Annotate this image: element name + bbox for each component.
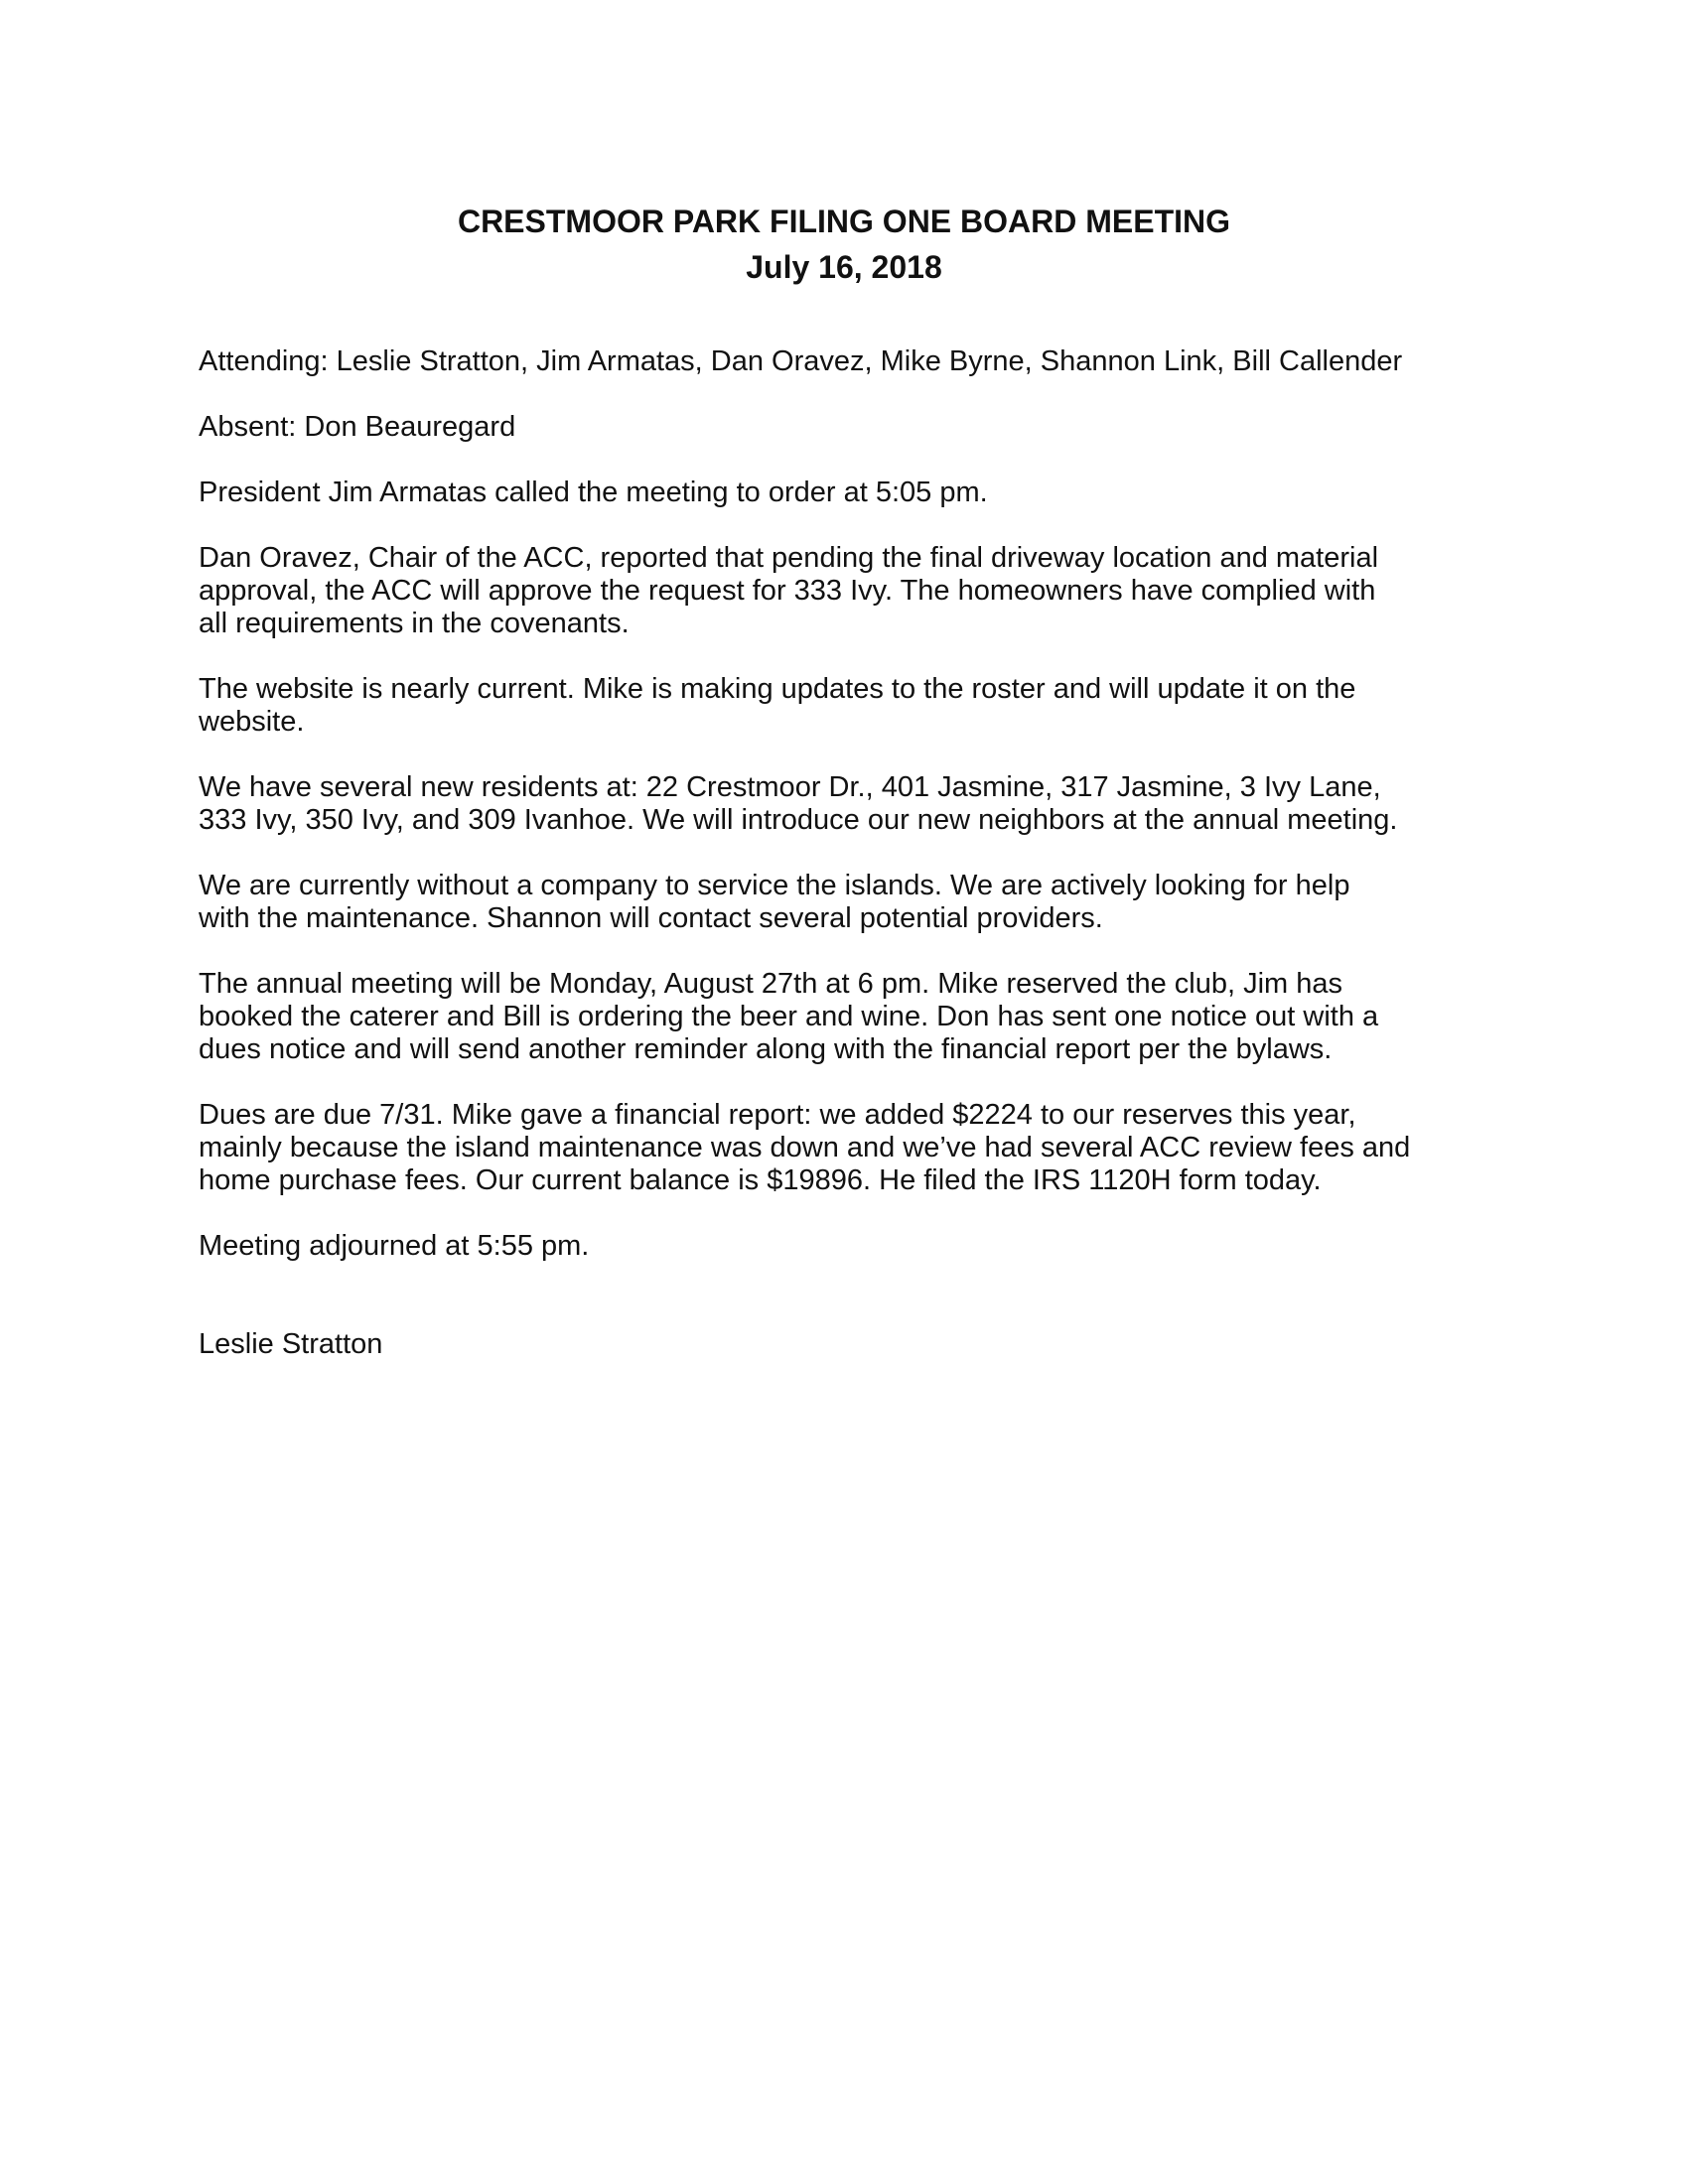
annual-meeting-paragraph: [199, 968, 1489, 1066]
absent-paragraph: Absent: Don Beauregard: [199, 411, 516, 443]
text-line: with the maintenance. Shannon will contact several potential providers.: [199, 902, 1103, 934]
text-line: mainly because the island maintenance was down and we’ve had several ACC review fees and: [199, 1132, 1411, 1163]
text-line: booked the caterer and Bill is ordering the beer and wine. Don has sent one notice out with a: [199, 1001, 1379, 1032]
document-header: [0, 199, 1688, 290]
document-title: CRESTMOOR PARK FILING ONE BOARD MEETING: [457, 204, 1231, 239]
islands-paragraph: [199, 870, 1489, 935]
meeting-date: July 16, 2018: [746, 249, 942, 285]
text-line: 333 Ivy, 350 Ivy, and 309 Ivanhoe. We will introduce our new neighbors at the annual meeting.: [199, 804, 1398, 836]
acc-report-paragraph: [199, 542, 1489, 640]
text-line: all requirements in the covenants.: [199, 608, 630, 639]
text-line: home purchase fees. Our current balance is $19896. He filed the IRS 1120H form today.: [199, 1164, 1322, 1196]
text-line: dues notice and will send another reminder along with the financial report per the bylaws.: [199, 1033, 1333, 1065]
call-to-order-paragraph: President Jim Armatas called the meeting to order at 5:05 pm.: [199, 477, 988, 508]
dues-paragraph: [199, 1099, 1489, 1197]
adjourned-paragraph: Meeting adjourned at 5:55 pm.: [199, 1230, 590, 1262]
text-line: website.: [199, 706, 305, 738]
text-line: Dan Oravez, Chair of the ACC, reported that pending the final driveway location and material: [199, 542, 1379, 574]
text-line: The annual meeting will be Monday, August 27th at 6 pm. Mike reserved the club, Jim has: [199, 968, 1343, 1000]
attending-paragraph: Attending: Leslie Stratton, Jim Armatas, Dan Oravez, Mike Byrne, Shannon Link, Bill Callender: [199, 345, 1403, 377]
text-line: We have several new residents at: 22 Crestmoor Dr., 401 Jasmine, 317 Jasmine, 3 Ivy Lane,: [199, 771, 1381, 803]
document-body: [199, 345, 1489, 1361]
new-residents-paragraph: [199, 771, 1489, 837]
text-line: Dues are due 7/31. Mike gave a financial report: we added $2224 to our reserves this year,: [199, 1099, 1356, 1131]
text-line: We are currently without a company to service the islands. We are actively looking for help: [199, 870, 1350, 901]
signature-name: Leslie Stratton: [199, 1328, 383, 1360]
text-line: approval, the ACC will approve the request for 333 Ivy. The homeowners have complied with: [199, 575, 1376, 607]
text-line: The website is nearly current. Mike is making updates to the roster and will update it on the: [199, 673, 1356, 705]
website-paragraph: [199, 673, 1489, 739]
